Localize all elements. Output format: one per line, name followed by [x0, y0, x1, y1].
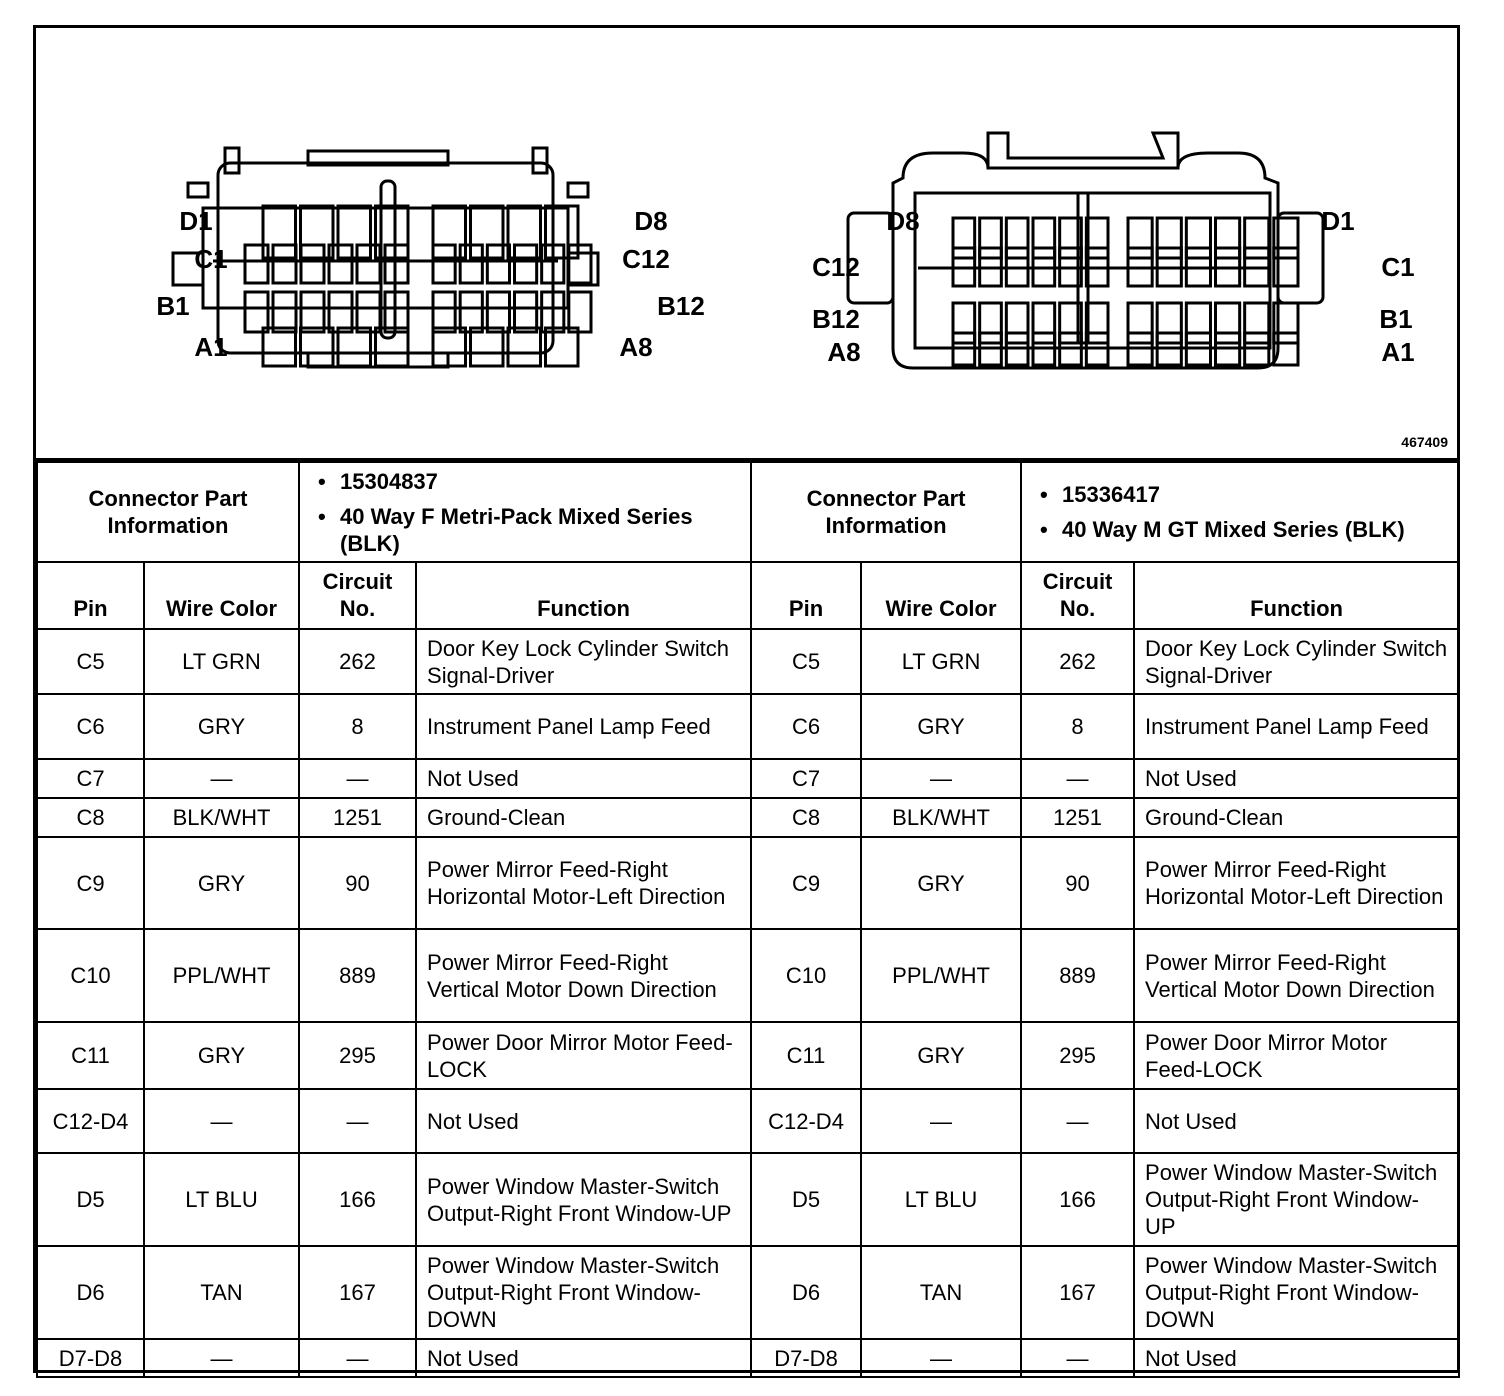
- circuit-cell: 90: [299, 837, 416, 929]
- wire-color-cell: TAN: [861, 1246, 1021, 1339]
- function-cell: Power Mirror Feed-Right Vertical Motor Down Direction: [1134, 929, 1459, 1022]
- col-header-circuit: Circuit No.: [299, 562, 416, 629]
- function-cell: Ground-Clean: [1134, 798, 1459, 837]
- col-header-pin: Pin: [37, 562, 144, 629]
- pin-cavity: [1245, 303, 1269, 343]
- circuit-cell: —: [1021, 1089, 1134, 1153]
- table-row: [37, 1153, 1459, 1246]
- pin-cell: C6: [37, 694, 144, 759]
- table-row: [37, 1339, 1459, 1377]
- function-cell: Power Window Master-Switch Output-Right Front Window-DOWN: [416, 1246, 751, 1339]
- circuit-cell: —: [1021, 1339, 1134, 1377]
- col-header-function: Function: [416, 562, 751, 629]
- wire-color-cell: GRY: [861, 1022, 1021, 1089]
- pin-label: A1: [1381, 337, 1415, 367]
- pin-cavity: [569, 245, 591, 283]
- pin-cavity: [1006, 303, 1028, 343]
- pin-label: D1: [1321, 206, 1355, 236]
- wire-color-cell: BLK/WHT: [144, 798, 299, 837]
- pin-cavity: [245, 292, 268, 332]
- pin-cavity: [338, 328, 371, 366]
- circuit-cell: 889: [299, 929, 416, 1022]
- pin-cavity: [1128, 303, 1152, 343]
- pin-cell: C9: [751, 837, 861, 929]
- function-cell: Power Window Master-Switch Output-Right Front Window-UP: [1134, 1153, 1459, 1246]
- pin-cavity: [433, 292, 455, 332]
- wire-color-cell: LT GRN: [144, 629, 299, 694]
- wire-color-cell: —: [144, 1339, 299, 1377]
- pin-cavity: [1216, 303, 1240, 343]
- table-row: [37, 694, 1459, 759]
- table-row: [37, 798, 1459, 837]
- wire-color-cell: GRY: [861, 694, 1021, 759]
- wire-color-cell: —: [144, 759, 299, 798]
- pin-cell: C5: [37, 629, 144, 694]
- pin-cavity: [1006, 218, 1028, 258]
- part-description-right: • 40 Way M GT Mixed Series (BLK): [1062, 516, 1448, 543]
- function-cell: Door Key Lock Cylinder Switch Signal-Driver: [416, 629, 751, 694]
- circuit-cell: —: [299, 1089, 416, 1153]
- part-number-left: • 15304837: [340, 468, 740, 495]
- pin-cavity: [338, 206, 371, 258]
- pin-cell: D6: [37, 1246, 144, 1339]
- pin-cavity: [357, 292, 380, 332]
- function-cell: Not Used: [416, 759, 751, 798]
- pin-cavity: [487, 292, 509, 332]
- circuit-cell: 166: [299, 1153, 416, 1246]
- pin-label: B12: [657, 291, 705, 321]
- wire-color-cell: —: [861, 759, 1021, 798]
- col-header-pin: Pin: [751, 562, 861, 629]
- pin-cavity: [1033, 303, 1055, 343]
- function-cell: Instrument Panel Lamp Feed: [1134, 694, 1459, 759]
- wire-color-cell: LT BLU: [144, 1153, 299, 1246]
- wire-color-cell: BLK/WHT: [861, 798, 1021, 837]
- pin-label: D1: [179, 206, 213, 236]
- pin-cavity: [515, 245, 537, 283]
- circuit-cell: —: [299, 759, 416, 798]
- circuit-cell: 1251: [1021, 798, 1134, 837]
- pin-cavity: [1245, 218, 1269, 258]
- pin-cell: C12-D4: [751, 1089, 861, 1153]
- key-tab: [188, 183, 208, 197]
- circuit-cell: 8: [299, 694, 416, 759]
- pin-cell: C7: [37, 759, 144, 798]
- wire-color-cell: PPL/WHT: [144, 929, 299, 1022]
- part-info-label-right: Connector Part Information: [751, 462, 1021, 562]
- table-row: [37, 1022, 1459, 1089]
- pinout-table: [36, 461, 1460, 1378]
- pin-cavity: [953, 303, 975, 343]
- circuit-cell: 167: [1021, 1246, 1134, 1339]
- pin-cavity: [1216, 218, 1240, 258]
- circuit-cell: 1251: [299, 798, 416, 837]
- pin-cavity: [273, 292, 296, 332]
- function-cell: Power Window Master-Switch Output-Right Front Window-UP: [416, 1153, 751, 1246]
- pin-cell: C5: [751, 629, 861, 694]
- pin-cell: D5: [751, 1153, 861, 1246]
- part-number-right: • 15336417: [1062, 481, 1448, 508]
- col-header-function: Function: [1134, 562, 1459, 629]
- circuit-cell: —: [1021, 759, 1134, 798]
- function-cell: Instrument Panel Lamp Feed: [416, 694, 751, 759]
- function-cell: Not Used: [1134, 759, 1459, 798]
- wire-color-cell: TAN: [144, 1246, 299, 1339]
- function-cell: Not Used: [416, 1089, 751, 1153]
- figure-number: 467409: [1401, 434, 1448, 450]
- pin-cavity: [1086, 218, 1108, 258]
- pin-cavity: [1086, 303, 1108, 343]
- circuit-cell: 889: [1021, 929, 1134, 1022]
- function-cell: Not Used: [416, 1339, 751, 1377]
- top-latch: [988, 133, 1178, 168]
- pin-cavity: [1186, 218, 1210, 258]
- lock-tab: [225, 148, 239, 173]
- column-header-row: [37, 562, 1459, 629]
- col-header-wire-color: Wire Color: [861, 562, 1021, 629]
- pin-cavity: [301, 245, 324, 283]
- function-cell: Power Window Master-Switch Output-Right Front Window-DOWN: [1134, 1246, 1459, 1339]
- wire-color-cell: LT BLU: [861, 1153, 1021, 1246]
- pin-cavity: [487, 245, 509, 283]
- wire-color-cell: GRY: [861, 837, 1021, 929]
- pin-cell: C10: [37, 929, 144, 1022]
- wire-color-cell: —: [144, 1089, 299, 1153]
- connector-document: [33, 25, 1460, 1373]
- pin-cavity: [263, 328, 296, 366]
- function-cell: Power Door Mirror Motor Feed-LOCK: [1134, 1022, 1459, 1089]
- pin-cavity: [471, 328, 504, 366]
- wire-color-cell: LT GRN: [861, 629, 1021, 694]
- pin-cell: D7-D8: [37, 1339, 144, 1377]
- wire-color-cell: GRY: [144, 837, 299, 929]
- key-tab: [568, 183, 588, 197]
- pin-cell: C11: [37, 1022, 144, 1089]
- table-row: [37, 1246, 1459, 1339]
- pin-cell: C7: [751, 759, 861, 798]
- pin-cavity: [1157, 303, 1181, 343]
- function-cell: Not Used: [1134, 1339, 1459, 1377]
- wire-color-cell: PPL/WHT: [861, 929, 1021, 1022]
- pin-label: C12: [622, 244, 670, 274]
- circuit-cell: 262: [1021, 629, 1134, 694]
- connector-diagram: [36, 28, 1460, 461]
- pin-label: B1: [156, 291, 190, 321]
- function-cell: Door Key Lock Cylinder Switch Signal-Driver: [1134, 629, 1459, 694]
- pin-cavity: [1157, 218, 1181, 258]
- pin-cavity: [301, 328, 334, 366]
- circuit-cell: 167: [299, 1246, 416, 1339]
- pin-label: A1: [194, 332, 228, 362]
- pin-cell: C11: [751, 1022, 861, 1089]
- pin-cavity: [1033, 218, 1055, 258]
- pin-cell: C12-D4: [37, 1089, 144, 1153]
- pin-cell: C9: [37, 837, 144, 929]
- wire-color-cell: GRY: [144, 1022, 299, 1089]
- pin-cell: C6: [751, 694, 861, 759]
- pin-cavity: [1128, 218, 1152, 258]
- part-description-left: • 40 Way F Metri-Pack Mixed Series (BLK): [340, 503, 740, 557]
- wire-color-cell: GRY: [144, 694, 299, 759]
- function-cell: Power Mirror Feed-Right Vertical Motor Down Direction: [416, 929, 751, 1022]
- circuit-cell: 90: [1021, 837, 1134, 929]
- pin-cavity: [980, 218, 1002, 258]
- pin-label: C1: [194, 244, 228, 274]
- pin-label: B12: [812, 304, 860, 334]
- pin-cavity: [245, 245, 268, 283]
- circuit-cell: 262: [299, 629, 416, 694]
- pin-cavity: [569, 292, 591, 332]
- pin-cell: D7-D8: [751, 1339, 861, 1377]
- pin-cell: C10: [751, 929, 861, 1022]
- connector-end-views: [36, 28, 1460, 458]
- pin-label: A8: [827, 337, 861, 367]
- pin-cavity: [546, 206, 579, 258]
- part-info-left: [299, 462, 751, 562]
- pin-cavity: [953, 218, 975, 258]
- table-row: [37, 837, 1459, 929]
- pin-cavity: [460, 292, 482, 332]
- pin-cell: D5: [37, 1153, 144, 1246]
- circuit-cell: 166: [1021, 1153, 1134, 1246]
- wire-color-cell: —: [861, 1339, 1021, 1377]
- pin-cavity: [1186, 303, 1210, 343]
- circuit-cell: 8: [1021, 694, 1134, 759]
- pin-cavity: [980, 303, 1002, 343]
- pin-label: C1: [1381, 252, 1415, 282]
- circuit-cell: 295: [299, 1022, 416, 1089]
- pin-cavity: [433, 245, 455, 283]
- wire-color-cell: —: [861, 1089, 1021, 1153]
- table-row: [37, 1089, 1459, 1153]
- function-cell: Power Door Mirror Motor Feed-LOCK: [416, 1022, 751, 1089]
- part-info-right: [1021, 462, 1459, 562]
- pin-cell: C8: [37, 798, 144, 837]
- pin-label: A8: [619, 332, 653, 362]
- pin-label: D8: [634, 206, 668, 236]
- circuit-cell: —: [299, 1339, 416, 1377]
- circuit-cell: 295: [1021, 1022, 1134, 1089]
- part-info-label-left: Connector Part Information: [37, 462, 299, 562]
- pin-cell: C8: [751, 798, 861, 837]
- pin-cavity: [508, 328, 541, 366]
- pin-cavity: [273, 245, 296, 283]
- pin-label: C12: [812, 252, 860, 282]
- function-cell: Power Mirror Feed-Right Horizontal Motor-Left Direction: [416, 837, 751, 929]
- function-cell: Power Mirror Feed-Right Horizontal Motor-Left Direction: [1134, 837, 1459, 929]
- table-row: [37, 629, 1459, 694]
- pin-cavity: [515, 292, 537, 332]
- function-cell: Ground-Clean: [416, 798, 751, 837]
- table-row: [37, 929, 1459, 1022]
- pin-cavity: [301, 292, 324, 332]
- col-header-circuit: Circuit No.: [1021, 562, 1134, 629]
- pin-label: D8: [886, 206, 920, 236]
- col-header-wire-color: Wire Color: [144, 562, 299, 629]
- pin-cavity: [329, 292, 352, 332]
- function-cell: Not Used: [1134, 1089, 1459, 1153]
- pin-cell: D6: [751, 1246, 861, 1339]
- lock-tab: [533, 148, 547, 173]
- table-row: [37, 759, 1459, 798]
- pin-label: B1: [1379, 304, 1413, 334]
- part-info-row: [37, 462, 1459, 562]
